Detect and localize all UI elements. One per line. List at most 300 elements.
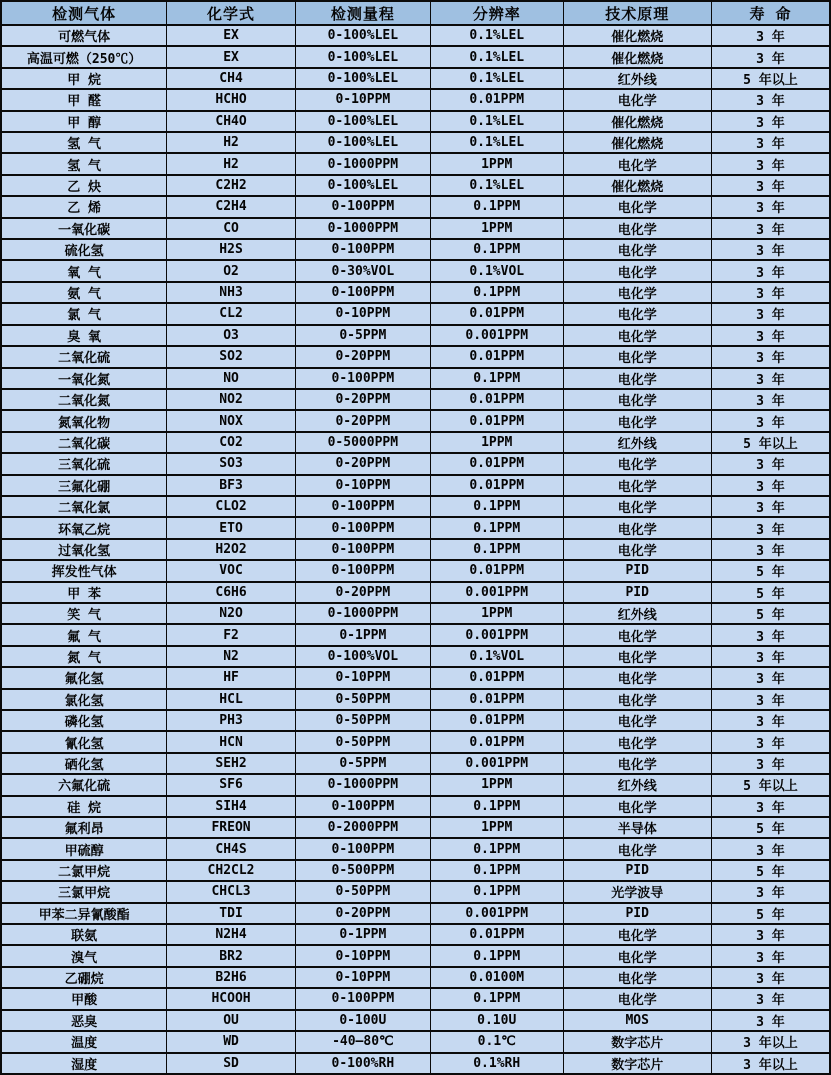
- lifespan-cell: 5 年以上: [711, 432, 830, 453]
- table-row: [1, 988, 830, 1009]
- formula-cell: H2O2: [167, 539, 295, 560]
- range-cell: 0-1000PPM: [295, 603, 430, 624]
- lifespan-cell: 3 年以上: [711, 1031, 830, 1052]
- resolution-cell: 0.1%LEL: [430, 68, 563, 89]
- table-row: [1, 689, 830, 710]
- resolution-cell: 0.1PPM: [430, 196, 563, 217]
- resolution-cell: 0.001PPM: [430, 582, 563, 603]
- resolution-cell: 0.1PPM: [430, 860, 563, 881]
- range-cell: 0-100%LEL: [295, 25, 430, 46]
- resolution-cell: 0.10U: [430, 1010, 563, 1031]
- formula-cell: NO2: [167, 389, 295, 410]
- lifespan-cell: 3 年: [711, 175, 830, 196]
- resolution-cell: 0.1℃: [430, 1031, 563, 1052]
- range-cell: 0-1000PPM: [295, 774, 430, 795]
- gas-name-cell: 氟化氢: [1, 667, 167, 688]
- table-row: [1, 432, 830, 453]
- formula-cell: PH3: [167, 710, 295, 731]
- range-cell: 0-100%VOL: [295, 646, 430, 667]
- gas-name-cell: 六氟化硫: [1, 774, 167, 795]
- resolution-cell: 1PPM: [430, 432, 563, 453]
- range-cell: 0-100PPM: [295, 560, 430, 581]
- range-cell: 0-2000PPM: [295, 817, 430, 838]
- resolution-cell: 1PPM: [430, 153, 563, 174]
- principle-cell: 电化学: [563, 282, 711, 303]
- principle-cell: 电化学: [563, 967, 711, 988]
- formula-cell: ETO: [167, 517, 295, 538]
- table-row: [1, 731, 830, 752]
- lifespan-cell: 3 年: [711, 410, 830, 431]
- lifespan-cell: 3 年: [711, 988, 830, 1009]
- gas-name-cell: 甲酸: [1, 988, 167, 1009]
- principle-cell: 电化学: [563, 260, 711, 281]
- resolution-cell: 1PPM: [430, 603, 563, 624]
- principle-cell: 电化学: [563, 196, 711, 217]
- principle-cell: 电化学: [563, 346, 711, 367]
- formula-cell: B2H6: [167, 967, 295, 988]
- range-cell: 0-30%VOL: [295, 260, 430, 281]
- table-row: [1, 710, 830, 731]
- lifespan-cell: 3 年: [711, 881, 830, 902]
- gas-name-cell: 氟利昂: [1, 817, 167, 838]
- principle-cell: 电化学: [563, 838, 711, 859]
- lifespan-cell: 3 年: [711, 1010, 830, 1031]
- table-row: [1, 496, 830, 517]
- range-cell: 0-20PPM: [295, 453, 430, 474]
- table-row: [1, 624, 830, 645]
- principle-cell: 电化学: [563, 89, 711, 110]
- lifespan-cell: 3 年: [711, 46, 830, 67]
- gas-name-cell: 温度: [1, 1031, 167, 1052]
- table-row: [1, 111, 830, 132]
- lifespan-cell: 3 年: [711, 453, 830, 474]
- lifespan-cell: 3 年: [711, 753, 830, 774]
- gas-name-cell: 乙 炔: [1, 175, 167, 196]
- table-row: [1, 646, 830, 667]
- table-row: [1, 603, 830, 624]
- lifespan-cell: 3 年: [711, 25, 830, 46]
- range-cell: 0-100PPM: [295, 368, 430, 389]
- gas-name-cell: 过氧化氢: [1, 539, 167, 560]
- range-cell: 0-100PPM: [295, 796, 430, 817]
- formula-cell: NO: [167, 368, 295, 389]
- gas-name-cell: 溴气: [1, 945, 167, 966]
- lifespan-cell: 5 年以上: [711, 68, 830, 89]
- gas-name-cell: 氨 气: [1, 282, 167, 303]
- table-row: [1, 325, 830, 346]
- principle-cell: 光学波导: [563, 881, 711, 902]
- gas-name-cell: 二氧化碳: [1, 432, 167, 453]
- table-row: [1, 924, 830, 945]
- resolution-cell: 0.01PPM: [430, 453, 563, 474]
- formula-cell: OU: [167, 1010, 295, 1031]
- formula-cell: NOX: [167, 410, 295, 431]
- formula-cell: SO2: [167, 346, 295, 367]
- principle-cell: 电化学: [563, 924, 711, 945]
- table-row: [1, 945, 830, 966]
- lifespan-cell: 5 年: [711, 903, 830, 924]
- principle-cell: 半导体: [563, 817, 711, 838]
- lifespan-cell: 3 年: [711, 710, 830, 731]
- range-cell: 0-500PPM: [295, 860, 430, 881]
- table-row: [1, 539, 830, 560]
- table-row: [1, 582, 830, 603]
- principle-cell: MOS: [563, 1010, 711, 1031]
- range-cell: 0-50PPM: [295, 881, 430, 902]
- resolution-cell: 0.1%LEL: [430, 175, 563, 196]
- formula-cell: CO2: [167, 432, 295, 453]
- table-row: [1, 282, 830, 303]
- gas-name-cell: 一氧化碳: [1, 218, 167, 239]
- formula-cell: CH2CL2: [167, 860, 295, 881]
- range-cell: 0-100PPM: [295, 282, 430, 303]
- lifespan-cell: 3 年: [711, 89, 830, 110]
- resolution-cell: 0.1%VOL: [430, 260, 563, 281]
- range-cell: 0-100%LEL: [295, 175, 430, 196]
- principle-cell: 数字芯片: [563, 1031, 711, 1052]
- gas-name-cell: 氮 气: [1, 646, 167, 667]
- formula-cell: CH4: [167, 68, 295, 89]
- lifespan-cell: 3 年: [711, 196, 830, 217]
- principle-cell: 电化学: [563, 153, 711, 174]
- gas-name-cell: 联氨: [1, 924, 167, 945]
- resolution-cell: 0.1%LEL: [430, 25, 563, 46]
- header-principle-cell: 技术原理: [563, 1, 711, 25]
- principle-cell: PID: [563, 860, 711, 881]
- resolution-cell: 0.1PPM: [430, 988, 563, 1009]
- formula-cell: SO3: [167, 453, 295, 474]
- range-cell: 0-10PPM: [295, 667, 430, 688]
- principle-cell: 催化燃烧: [563, 132, 711, 153]
- formula-cell: HF: [167, 667, 295, 688]
- formula-cell: SF6: [167, 774, 295, 795]
- formula-cell: CH4S: [167, 838, 295, 859]
- lifespan-cell: 3 年: [711, 239, 830, 260]
- formula-cell: EX: [167, 25, 295, 46]
- range-cell: 0-100PPM: [295, 239, 430, 260]
- lifespan-cell: 3 年: [711, 646, 830, 667]
- principle-cell: 电化学: [563, 753, 711, 774]
- principle-cell: 催化燃烧: [563, 46, 711, 67]
- lifespan-cell: 3 年: [711, 368, 830, 389]
- lifespan-cell: 3 年: [711, 303, 830, 324]
- resolution-cell: 0.01PPM: [430, 924, 563, 945]
- formula-cell: CLO2: [167, 496, 295, 517]
- formula-cell: O2: [167, 260, 295, 281]
- lifespan-cell: 3 年: [711, 838, 830, 859]
- range-cell: 0-5000PPM: [295, 432, 430, 453]
- gas-name-cell: 氰化氢: [1, 731, 167, 752]
- range-cell: 0-100%LEL: [295, 132, 430, 153]
- gas-name-cell: 氢 气: [1, 153, 167, 174]
- range-cell: 0-100%LEL: [295, 111, 430, 132]
- gas-name-cell: 一氧化氮: [1, 368, 167, 389]
- range-cell: 0-20PPM: [295, 410, 430, 431]
- formula-cell: CL2: [167, 303, 295, 324]
- table-row: [1, 303, 830, 324]
- lifespan-cell: 3 年以上: [711, 1053, 830, 1075]
- lifespan-cell: 5 年: [711, 582, 830, 603]
- resolution-cell: 0.01PPM: [430, 389, 563, 410]
- table-row: [1, 1053, 830, 1075]
- gas-name-cell: 氯 气: [1, 303, 167, 324]
- resolution-cell: 0.01PPM: [430, 667, 563, 688]
- header-lifespan-cell: 寿 命: [711, 1, 830, 25]
- principle-cell: 电化学: [563, 368, 711, 389]
- resolution-cell: 0.1%LEL: [430, 132, 563, 153]
- formula-cell: BF3: [167, 475, 295, 496]
- table-body: [1, 25, 830, 1074]
- range-cell: 0-50PPM: [295, 689, 430, 710]
- principle-cell: 电化学: [563, 689, 711, 710]
- resolution-cell: 0.1PPM: [430, 796, 563, 817]
- header-formula-cell: 化学式: [167, 1, 295, 25]
- resolution-cell: 0.01PPM: [430, 710, 563, 731]
- principle-cell: 电化学: [563, 239, 711, 260]
- resolution-cell: 0.001PPM: [430, 325, 563, 346]
- range-cell: 0-1PPM: [295, 924, 430, 945]
- principle-cell: 电化学: [563, 325, 711, 346]
- lifespan-cell: 3 年: [711, 796, 830, 817]
- lifespan-cell: 3 年: [711, 624, 830, 645]
- resolution-cell: 0.1%LEL: [430, 46, 563, 67]
- gas-name-cell: 硅 烷: [1, 796, 167, 817]
- principle-cell: 电化学: [563, 539, 711, 560]
- lifespan-cell: 3 年: [711, 967, 830, 988]
- formula-cell: O3: [167, 325, 295, 346]
- resolution-cell: 0.01PPM: [430, 410, 563, 431]
- principle-cell: 电化学: [563, 710, 711, 731]
- principle-cell: 催化燃烧: [563, 175, 711, 196]
- gas-name-cell: 三氧化硫: [1, 453, 167, 474]
- lifespan-cell: 3 年: [711, 517, 830, 538]
- table-row: [1, 753, 830, 774]
- table-row: [1, 196, 830, 217]
- table-row: [1, 132, 830, 153]
- formula-cell: HCN: [167, 731, 295, 752]
- principle-cell: 电化学: [563, 624, 711, 645]
- range-cell: 0-10PPM: [295, 89, 430, 110]
- range-cell: 0-5PPM: [295, 325, 430, 346]
- formula-cell: H2: [167, 153, 295, 174]
- resolution-cell: 0.1%VOL: [430, 646, 563, 667]
- lifespan-cell: 5 年: [711, 817, 830, 838]
- table-row: [1, 218, 830, 239]
- principle-cell: 电化学: [563, 517, 711, 538]
- resolution-cell: 0.01PPM: [430, 475, 563, 496]
- range-cell: 0-1000PPM: [295, 218, 430, 239]
- table-row: [1, 175, 830, 196]
- range-cell: 0-20PPM: [295, 903, 430, 924]
- gas-name-cell: 恶臭: [1, 1010, 167, 1031]
- formula-cell: C2H4: [167, 196, 295, 217]
- table-row: [1, 410, 830, 431]
- table-row: [1, 667, 830, 688]
- formula-cell: SEH2: [167, 753, 295, 774]
- range-cell: 0-100PPM: [295, 539, 430, 560]
- formula-cell: F2: [167, 624, 295, 645]
- principle-cell: 电化学: [563, 667, 711, 688]
- resolution-cell: 1PPM: [430, 218, 563, 239]
- table-row: [1, 346, 830, 367]
- lifespan-cell: 3 年: [711, 346, 830, 367]
- gas-name-cell: 二氧化氮: [1, 389, 167, 410]
- gas-name-cell: 硒化氢: [1, 753, 167, 774]
- gas-name-cell: 二氯甲烷: [1, 860, 167, 881]
- principle-cell: 红外线: [563, 432, 711, 453]
- range-cell: 0-100PPM: [295, 838, 430, 859]
- principle-cell: PID: [563, 903, 711, 924]
- formula-cell: NH3: [167, 282, 295, 303]
- gas-name-cell: 甲 醛: [1, 89, 167, 110]
- lifespan-cell: 3 年: [711, 389, 830, 410]
- lifespan-cell: 5 年: [711, 560, 830, 581]
- range-cell: 0-100PPM: [295, 196, 430, 217]
- gas-name-cell: 湿度: [1, 1053, 167, 1075]
- table-row: [1, 838, 830, 859]
- resolution-cell: 0.1%RH: [430, 1053, 563, 1075]
- range-cell: 0-100PPM: [295, 988, 430, 1009]
- resolution-cell: 0.1PPM: [430, 881, 563, 902]
- range-cell: 0-1PPM: [295, 624, 430, 645]
- header-resolution-cell: 分辨率: [430, 1, 563, 25]
- table-row: [1, 46, 830, 67]
- table-row: [1, 68, 830, 89]
- table-row: [1, 1010, 830, 1031]
- range-cell: 0-10PPM: [295, 303, 430, 324]
- range-cell: 0-20PPM: [295, 389, 430, 410]
- resolution-cell: 0.001PPM: [430, 903, 563, 924]
- header-row: [1, 1, 830, 25]
- lifespan-cell: 5 年以上: [711, 774, 830, 795]
- range-cell: 0-10PPM: [295, 945, 430, 966]
- gas-name-cell: 乙 烯: [1, 196, 167, 217]
- range-cell: 0-10PPM: [295, 475, 430, 496]
- formula-cell: SD: [167, 1053, 295, 1075]
- resolution-cell: 0.01PPM: [430, 303, 563, 324]
- principle-cell: 电化学: [563, 945, 711, 966]
- range-cell: 0-100PPM: [295, 496, 430, 517]
- formula-cell: H2S: [167, 239, 295, 260]
- formula-cell: EX: [167, 46, 295, 67]
- formula-cell: BR2: [167, 945, 295, 966]
- table-row: [1, 453, 830, 474]
- resolution-cell: 0.1%LEL: [430, 111, 563, 132]
- formula-cell: FREON: [167, 817, 295, 838]
- gas-name-cell: 笑 气: [1, 603, 167, 624]
- lifespan-cell: 3 年: [711, 132, 830, 153]
- resolution-cell: 1PPM: [430, 774, 563, 795]
- range-cell: 0-100PPM: [295, 517, 430, 538]
- resolution-cell: 0.01PPM: [430, 689, 563, 710]
- principle-cell: 电化学: [563, 496, 711, 517]
- lifespan-cell: 3 年: [711, 260, 830, 281]
- principle-cell: 电化学: [563, 303, 711, 324]
- principle-cell: 电化学: [563, 410, 711, 431]
- lifespan-cell: 3 年: [711, 111, 830, 132]
- formula-cell: VOC: [167, 560, 295, 581]
- resolution-cell: 0.0100M: [430, 967, 563, 988]
- gas-name-cell: 臭 氧: [1, 325, 167, 346]
- formula-cell: C6H6: [167, 582, 295, 603]
- gas-name-cell: 氧 气: [1, 260, 167, 281]
- principle-cell: 电化学: [563, 389, 711, 410]
- range-cell: 0-100%LEL: [295, 46, 430, 67]
- formula-cell: TDI: [167, 903, 295, 924]
- formula-cell: CO: [167, 218, 295, 239]
- lifespan-cell: 3 年: [711, 924, 830, 945]
- gas-name-cell: 甲 醇: [1, 111, 167, 132]
- range-cell: 0-1000PPM: [295, 153, 430, 174]
- table-row: [1, 967, 830, 988]
- range-cell: 0-20PPM: [295, 582, 430, 603]
- formula-cell: N2O: [167, 603, 295, 624]
- gas-name-cell: 挥发性气体: [1, 560, 167, 581]
- principle-cell: 电化学: [563, 646, 711, 667]
- table-row: [1, 817, 830, 838]
- formula-cell: C2H2: [167, 175, 295, 196]
- table-row: [1, 517, 830, 538]
- principle-cell: 数字芯片: [563, 1053, 711, 1075]
- resolution-cell: 0.001PPM: [430, 624, 563, 645]
- range-cell: 0-100%LEL: [295, 68, 430, 89]
- principle-cell: PID: [563, 582, 711, 603]
- lifespan-cell: 3 年: [711, 731, 830, 752]
- table-row: [1, 239, 830, 260]
- table-row: [1, 260, 830, 281]
- table-row: [1, 796, 830, 817]
- principle-cell: 电化学: [563, 988, 711, 1009]
- principle-cell: 催化燃烧: [563, 111, 711, 132]
- lifespan-cell: 3 年: [711, 282, 830, 303]
- resolution-cell: 0.1PPM: [430, 838, 563, 859]
- gas-name-cell: 环氧乙烷: [1, 517, 167, 538]
- gas-name-cell: 磷化氢: [1, 710, 167, 731]
- gas-name-cell: 二氧化硫: [1, 346, 167, 367]
- formula-cell: N2: [167, 646, 295, 667]
- gas-name-cell: 乙硼烷: [1, 967, 167, 988]
- resolution-cell: 0.1PPM: [430, 496, 563, 517]
- table-row: [1, 25, 830, 46]
- lifespan-cell: 3 年: [711, 667, 830, 688]
- gas-name-cell: 硫化氢: [1, 239, 167, 260]
- principle-cell: 红外线: [563, 774, 711, 795]
- formula-cell: CH4O: [167, 111, 295, 132]
- formula-cell: SIH4: [167, 796, 295, 817]
- gas-name-cell: 二氧化氯: [1, 496, 167, 517]
- formula-cell: N2H4: [167, 924, 295, 945]
- table-row: [1, 860, 830, 881]
- resolution-cell: 0.1PPM: [430, 517, 563, 538]
- lifespan-cell: 3 年: [711, 689, 830, 710]
- principle-cell: 红外线: [563, 603, 711, 624]
- lifespan-cell: 5 年: [711, 603, 830, 624]
- table-row: [1, 560, 830, 581]
- range-cell: 0-20PPM: [295, 346, 430, 367]
- gas-name-cell: 甲硫醇: [1, 838, 167, 859]
- resolution-cell: 1PPM: [430, 817, 563, 838]
- table-row: [1, 774, 830, 795]
- resolution-cell: 0.01PPM: [430, 560, 563, 581]
- resolution-cell: 0.1PPM: [430, 239, 563, 260]
- gas-name-cell: 三氟化硼: [1, 475, 167, 496]
- table-row: [1, 475, 830, 496]
- table-row: [1, 153, 830, 174]
- header-gas-name-cell: 检测气体: [1, 1, 167, 25]
- range-cell: 0-100%RH: [295, 1053, 430, 1075]
- gas-name-cell: 氟 气: [1, 624, 167, 645]
- resolution-cell: 0.01PPM: [430, 731, 563, 752]
